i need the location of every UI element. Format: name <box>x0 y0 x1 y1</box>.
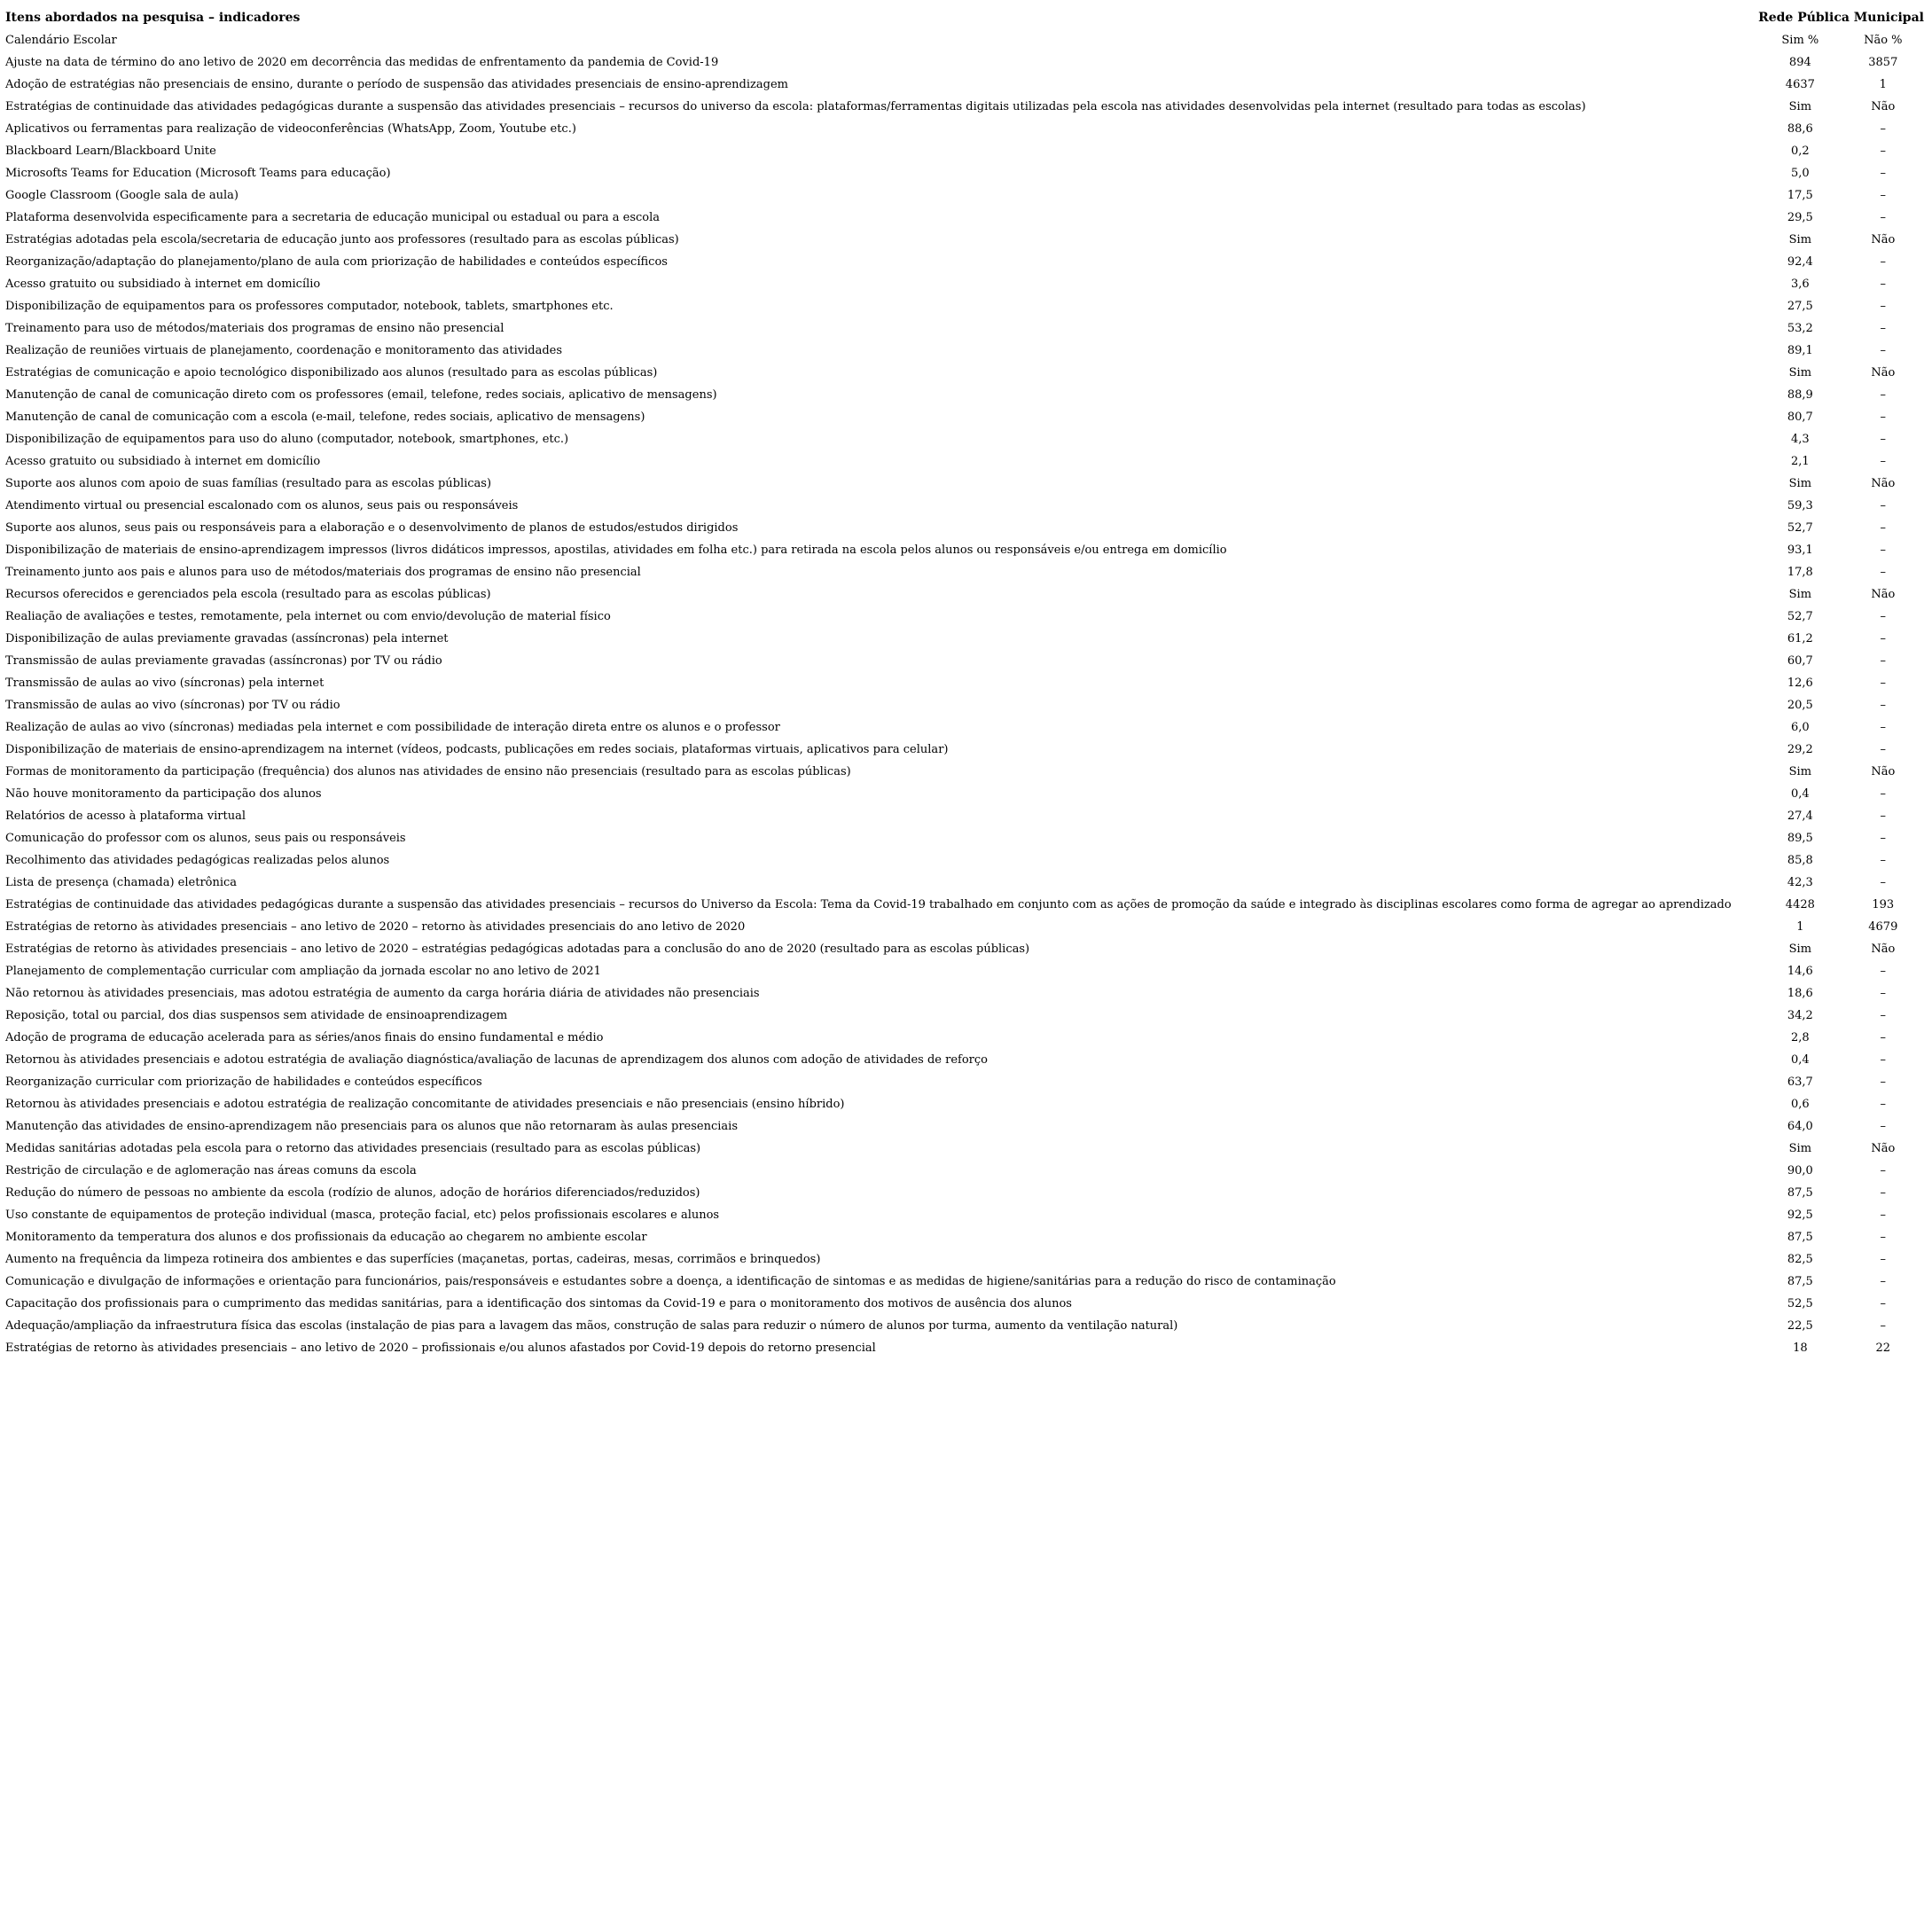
row-sim-value: 59,3 <box>1787 499 1813 512</box>
row-nao-value: – <box>1880 1120 1887 1133</box>
row-indicator-label: Formas de monitoramento da participação (frequência) dos alunos nas atividades de ensino não presenciais (resultado para as escolas públicas) <box>5 765 851 778</box>
row-sim-value: 0,4 <box>1791 1053 1810 1067</box>
row-indicator-label: Não retornou às atividades presenciais, mas adotou estratégia de aumento da carga horária diária de atividades não presenciais <box>5 987 760 1000</box>
row-nao-value: 193 <box>1872 898 1895 911</box>
row-nao-value: – <box>1880 721 1887 734</box>
row-sim-value: 92,4 <box>1787 255 1813 269</box>
row-nao-value: – <box>1880 854 1887 867</box>
table-row <box>5 1027 1924 1049</box>
row-indicator-label: Reorganização/adaptação do planejamento/plano de aula com priorização de habilidades e conteúdos específicos <box>5 255 668 269</box>
row-sim-value: 27,5 <box>1787 300 1813 313</box>
row-indicator-label: Reposição, total ou parcial, dos dias suspensos sem atividade de ensinoaprendizagem <box>5 1009 508 1022</box>
table-row <box>5 1248 1924 1271</box>
row-indicator-label: Estratégias adotadas pela escola/secretaria de educação junto aos professores (resultado para as escolas públicas) <box>5 233 679 246</box>
row-sim-value: 63,7 <box>1787 1076 1813 1089</box>
row-nao-value: – <box>1880 433 1887 446</box>
row-nao-value: Não <box>1871 943 1896 956</box>
row-nao-value: – <box>1880 1208 1887 1222</box>
table-header-row <box>5 7 1924 29</box>
table-row <box>5 251 1924 273</box>
row-sim-value: 5,0 <box>1791 167 1810 180</box>
table-row <box>5 849 1924 872</box>
row-sim-value: 82,5 <box>1787 1253 1813 1266</box>
row-sim-value: 52,7 <box>1787 610 1813 623</box>
table-row <box>5 229 1924 251</box>
row-sim-value: Sim <box>1788 100 1812 113</box>
table-row <box>5 827 1924 849</box>
row-indicator-label: Disponibilização de equipamentos para os professores computador, notebook, tablets, smartphones etc. <box>5 300 614 313</box>
row-sim-value: 0,2 <box>1791 145 1810 158</box>
row-indicator-label: Treinamento para uso de métodos/materiais dos programas de ensino não presencial <box>5 322 504 335</box>
row-indicator-label: Manutenção das atividades de ensino-aprendizagem não presenciais para os alunos que não retornaram às aulas presenciais <box>5 1120 739 1133</box>
row-indicator-label: Disponibilização de materiais de ensino-aprendizagem impressos (livros didáticos impressos, apostilas, atividades em folha etc.) para retirada na escola pelos alunos ou responsáveis e/ou entrega em domicílio <box>5 544 1227 557</box>
table-row <box>5 295 1924 317</box>
row-nao-value: – <box>1880 987 1887 1000</box>
row-sim-value: 89,5 <box>1787 832 1813 845</box>
row-nao-value: – <box>1880 654 1887 668</box>
row-nao-value: – <box>1880 411 1887 424</box>
row-sim-value: 22,5 <box>1787 1319 1813 1333</box>
row-nao-value: – <box>1880 699 1887 712</box>
row-indicator-label: Relatórios de acesso à plataforma virtual <box>5 810 246 823</box>
row-nao-value: – <box>1880 1186 1887 1200</box>
row-nao-value: 4679 <box>1868 920 1898 934</box>
table-row <box>5 1226 1924 1248</box>
row-nao-value: – <box>1880 876 1887 889</box>
row-indicator-label: Retornou às atividades presenciais e adotou estratégia de avaliação diagnóstica/avaliação de lacunas de aprendizagem dos alunos com adoção de atividades de reforço <box>5 1053 988 1067</box>
row-sim-value: 52,5 <box>1787 1297 1813 1310</box>
row-indicator-label: Adoção de programa de educação acelerada para as séries/anos finais do ensino fundamental e médio <box>5 1031 604 1044</box>
row-indicator-label: Reorganização curricular com priorização de habilidades e conteúdos específicos <box>5 1076 482 1089</box>
table-row <box>5 1005 1924 1027</box>
row-indicator-label: Transmissão de aulas ao vivo (síncronas) pela internet <box>5 677 325 690</box>
table-row <box>5 716 1924 739</box>
table-row <box>5 1160 1924 1182</box>
row-sim-value: 18,6 <box>1787 987 1813 1000</box>
table-row <box>5 561 1924 583</box>
row-indicator-label: Manutenção de canal de comunicação com a escola (e-mail, telefone, redes sociais, aplicativo de mensagens) <box>5 411 645 424</box>
row-nao-value: – <box>1880 499 1887 512</box>
table-row <box>5 650 1924 672</box>
row-sim-value: 53,2 <box>1787 322 1813 335</box>
indicators-table <box>5 7 1924 1359</box>
row-indicator-label: Suporte aos alunos, seus pais ou responsáveis para a elaboração e o desenvolvimento de planos de estudos/estudos dirigidos <box>5 521 739 535</box>
row-indicator-label: Estratégias de continuidade das atividades pedagógicas durante a suspensão das atividades presenciais – recursos do universo da escola: plataformas/ferramentas digitais utilizadas pela escola nas atividades desenvolvidas pela internet (resultado para todas as escolas) <box>5 100 1586 113</box>
row-sim-value: 29,2 <box>1787 743 1813 756</box>
table-row <box>5 428 1924 450</box>
row-nao-value: – <box>1880 1275 1887 1288</box>
row-indicator-label: Transmissão de aulas previamente gravadas (assíncronas) por TV ou rádio <box>5 654 442 668</box>
row-nao-value: – <box>1880 1253 1887 1266</box>
row-sim-value: 29,5 <box>1787 211 1813 224</box>
table-row <box>5 960 1924 982</box>
row-sim-value: 60,7 <box>1787 654 1813 668</box>
table-row <box>5 894 1924 916</box>
row-indicator-label: Restrição de circulação e de aglomeração nas áreas comuns da escola <box>5 1164 417 1177</box>
table-row <box>5 207 1924 229</box>
table-row <box>5 805 1924 827</box>
table-body <box>5 29 1924 1359</box>
table-row <box>5 606 1924 628</box>
row-sim-value: 4637 <box>1785 78 1815 91</box>
row-indicator-label: Capacitação dos profissionais para o cumprimento das medidas sanitárias, para a identificação dos sintomas da Covid-19 e para o monitoramento dos motivos de ausência dos alunos <box>5 1297 1072 1310</box>
table-row <box>5 982 1924 1005</box>
table-row <box>5 1071 1924 1093</box>
row-nao-value: – <box>1880 1031 1887 1044</box>
table-row <box>5 74 1924 96</box>
table-row <box>5 162 1924 184</box>
row-sim-value: 64,0 <box>1787 1120 1813 1133</box>
table-row <box>5 872 1924 894</box>
row-nao-value: Não % <box>1864 34 1903 47</box>
row-indicator-label: Google Classroom (Google sala de aula) <box>5 189 239 202</box>
row-nao-value: – <box>1880 344 1887 357</box>
row-sim-value: 89,1 <box>1787 344 1813 357</box>
row-nao-value: – <box>1880 167 1887 180</box>
row-indicator-label: Comunicação do professor com os alunos, seus pais ou responsáveis <box>5 832 406 845</box>
row-indicator-label: Estratégias de retorno às atividades presenciais – ano letivo de 2020 – retorno às atividades presenciais do ano letivo de 2020 <box>5 920 746 934</box>
table-row <box>5 1138 1924 1160</box>
row-indicator-label: Estratégias de retorno às atividades presenciais – ano letivo de 2020 – profissionais e/ou alunos afastados por Covid-19 depois do retorno presencial <box>5 1341 876 1355</box>
row-sim-value: 4428 <box>1785 898 1815 911</box>
row-sim-value: 87,5 <box>1787 1231 1813 1244</box>
table-row <box>5 406 1924 428</box>
row-indicator-label: Não houve monitoramento da participação dos alunos <box>5 787 322 801</box>
table-row <box>5 1049 1924 1071</box>
row-sim-value: 87,5 <box>1787 1275 1813 1288</box>
row-indicator-label: Recolhimento das atividades pedagógicas realizadas pelos alunos <box>5 854 390 867</box>
row-nao-value: Não <box>1871 477 1896 490</box>
row-indicator-label: Realiação de avaliações e testes, remotamente, pela internet ou com envio/devolução de material físico <box>5 610 611 623</box>
row-nao-value: – <box>1880 211 1887 224</box>
table-row <box>5 473 1924 495</box>
row-sim-value: Sim <box>1788 233 1812 246</box>
row-sim-value: 27,4 <box>1787 810 1813 823</box>
row-sim-value: 88,6 <box>1787 122 1813 136</box>
row-indicator-label: Aumento na frequência da limpeza rotineira dos ambientes e das superfícies (maçanetas, portas, cadeiras, mesas, corrimãos e brinquedos) <box>5 1253 821 1266</box>
table-row <box>5 517 1924 539</box>
row-indicator-label: Uso constante de equipamentos de proteção individual (masca, proteção facial, etc) pelos profissionais escolares e alunos <box>5 1208 720 1222</box>
row-sim-value: 1 <box>1796 920 1804 934</box>
table-row <box>5 694 1924 716</box>
row-nao-value: – <box>1880 1098 1887 1111</box>
row-nao-value: – <box>1880 145 1887 158</box>
row-nao-value: – <box>1880 810 1887 823</box>
table-row <box>5 317 1924 340</box>
row-indicator-label: Aplicativos ou ferramentas para realização de videoconferências (WhatsApp, Zoom, Youtube etc.) <box>5 122 576 136</box>
row-indicator-label: Ajuste na data de término do ano letivo de 2020 em decorrência das medidas de enfrentamento da pandemia de Covid-19 <box>5 56 719 69</box>
row-sim-value: 3,6 <box>1791 278 1810 291</box>
row-nao-value: – <box>1880 743 1887 756</box>
row-sim-value: 2,8 <box>1791 1031 1810 1044</box>
row-indicator-label: Transmissão de aulas ao vivo (síncronas) por TV ou rádio <box>5 699 340 712</box>
row-indicator-label: Redução do número de pessoas no ambiente da escola (rodízio de alunos, adoção de horários diferenciados/reduzidos) <box>5 1186 700 1200</box>
table-row <box>5 362 1924 384</box>
row-sim-value: 20,5 <box>1787 699 1813 712</box>
row-indicator-label: Calendário Escolar <box>5 34 117 47</box>
table-row <box>5 1182 1924 1204</box>
table-row <box>5 273 1924 295</box>
row-sim-value: 17,5 <box>1787 189 1813 202</box>
table-row <box>5 118 1924 140</box>
row-nao-value: – <box>1880 1076 1887 1089</box>
row-nao-value: – <box>1880 300 1887 313</box>
row-indicator-label: Realização de reuniões virtuais de planejamento, coordenação e monitoramento das atividades <box>5 344 563 357</box>
row-nao-value: – <box>1880 322 1887 335</box>
row-sim-value: Sim % <box>1781 34 1819 47</box>
row-nao-value: Não <box>1871 366 1896 379</box>
row-nao-value: – <box>1880 832 1887 845</box>
row-sim-value: 17,8 <box>1787 566 1813 579</box>
row-nao-value: Não <box>1871 588 1896 601</box>
row-sim-value: 18 <box>1793 1341 1808 1355</box>
table-row <box>5 539 1924 561</box>
row-sim-value: Sim <box>1788 477 1812 490</box>
rede-publica-municipal-header: Rede Pública Municipal <box>1758 11 1924 25</box>
row-indicator-label: Treinamento junto aos pais e alunos para uso de métodos/materiais dos programas de ensino não presencial <box>5 566 641 579</box>
table-row <box>5 51 1924 74</box>
table-row <box>5 916 1924 938</box>
table-row <box>5 450 1924 473</box>
table-row <box>5 938 1924 960</box>
row-sim-value: 92,5 <box>1787 1208 1813 1222</box>
row-nao-value: Não <box>1871 765 1896 778</box>
row-indicator-label: Adequação/ampliação da infraestrutura física das escolas (instalação de pias para a lavagem das mãos, construção de salas para reduzir o número de alunos por turma, aumento da ventilação natural) <box>5 1319 1178 1333</box>
row-indicator-label: Plataforma desenvolvida especificamente para a secretaria de educação municipal ou estadual ou para a escola <box>5 211 661 224</box>
row-sim-value: Sim <box>1788 943 1812 956</box>
row-sim-value: 90,0 <box>1787 1164 1813 1177</box>
row-nao-value: – <box>1880 521 1887 535</box>
row-indicator-label: Manutenção de canal de comunicação direto com os professores (email, telefone, redes sociais, aplicativo de mensagens) <box>5 388 717 402</box>
row-nao-value: – <box>1880 388 1887 402</box>
table-row <box>5 1271 1924 1293</box>
row-sim-value: 93,1 <box>1787 544 1813 557</box>
row-indicator-label: Microsofts Teams for Education (Microsoft Teams para educação) <box>5 167 391 180</box>
row-indicator-label: Adoção de estratégias não presenciais de ensino, durante o período de suspensão das atividades presenciais de ensino-aprendizagem <box>5 78 788 91</box>
row-sim-value: 0,4 <box>1791 787 1810 801</box>
table-row <box>5 783 1924 805</box>
row-indicator-label: Recursos oferecidos e gerenciados pela escola (resultado para as escolas públicas) <box>5 588 491 601</box>
table-row <box>5 1204 1924 1226</box>
row-nao-value: – <box>1880 1231 1887 1244</box>
table-row <box>5 1337 1924 1359</box>
row-indicator-label: Comunicação e divulgação de informações e orientação para funcionários, pais/responsáveis e estudantes sobre a doença, a identificação de sintomas e as medidas de higiene/sanitárias para a redução do risco de contaminação <box>5 1275 1336 1288</box>
table-row <box>5 1315 1924 1337</box>
table-row <box>5 672 1924 694</box>
table-row <box>5 761 1924 783</box>
row-indicator-label: Blackboard Learn/Blackboard Unite <box>5 145 216 158</box>
table-row <box>5 184 1924 207</box>
row-indicator-label: Estratégias de retorno às atividades presenciais – ano letivo de 2020 – estratégias pedagógicas adotadas para a conclusão do ano de 2020 (resultado para as escolas públicas) <box>5 943 1030 956</box>
row-indicator-label: Atendimento virtual ou presencial escalonado com os alunos, seus pais ou responsáveis <box>5 499 519 512</box>
row-sim-value: Sim <box>1788 588 1812 601</box>
row-nao-value: Não <box>1871 100 1896 113</box>
row-sim-value: 80,7 <box>1787 411 1813 424</box>
row-sim-value: Sim <box>1788 765 1812 778</box>
row-sim-value: 61,2 <box>1787 632 1813 645</box>
table-row <box>5 628 1924 650</box>
row-sim-value: 2,1 <box>1791 455 1810 468</box>
row-nao-value: – <box>1880 255 1887 269</box>
row-nao-value: – <box>1880 455 1887 468</box>
table-row <box>5 1115 1924 1138</box>
row-indicator-label: Planejamento de complementação curricular com ampliação da jornada escolar no ano letivo de 2021 <box>5 965 601 978</box>
table-row <box>5 1093 1924 1115</box>
items-column-header: Itens abordados na pesquisa – indicadores <box>5 11 301 25</box>
row-nao-value: – <box>1880 544 1887 557</box>
row-nao-value: – <box>1880 1009 1887 1022</box>
row-nao-value: – <box>1880 122 1887 136</box>
row-indicator-label: Disponibilização de aulas previamente gravadas (assíncronas) pela internet <box>5 632 449 645</box>
table-row <box>5 583 1924 606</box>
row-nao-value: – <box>1880 1297 1887 1310</box>
row-indicator-label: Acesso gratuito ou subsidiado à internet em domicílio <box>5 455 321 468</box>
row-indicator-label: Estratégias de continuidade das atividades pedagógicas durante a suspensão das atividades presenciais – recursos do Universo da Escola: Tema da Covid-19 trabalhado em conjunto com as ações de promoção da saúde e integrado às disciplinas escolares como forma de agregar ao aprendizado <box>5 898 1732 911</box>
row-sim-value: 34,2 <box>1787 1009 1813 1022</box>
row-nao-value: – <box>1880 632 1887 645</box>
row-nao-value: – <box>1880 965 1887 978</box>
row-sim-value: 52,7 <box>1787 521 1813 535</box>
row-sim-value: 12,6 <box>1787 677 1813 690</box>
row-indicator-label: Disponibilização de materiais de ensino-aprendizagem na internet (vídeos, podcasts, publicações em redes sociais, plataformas virtuais, aplicativos para celular) <box>5 743 949 756</box>
table-row <box>5 140 1924 162</box>
row-sim-value: 88,9 <box>1787 388 1813 402</box>
row-indicator-label: Suporte aos alunos com apoio de suas famílias (resultado para as escolas públicas) <box>5 477 492 490</box>
row-sim-value: 42,3 <box>1787 876 1813 889</box>
row-nao-value: Não <box>1871 1142 1896 1155</box>
row-sim-value: 14,6 <box>1787 965 1813 978</box>
row-sim-value: 894 <box>1788 56 1811 69</box>
row-nao-value: 3857 <box>1868 56 1898 69</box>
row-nao-value: – <box>1880 787 1887 801</box>
table-row <box>5 495 1924 517</box>
row-nao-value: – <box>1880 677 1887 690</box>
table-row <box>5 340 1924 362</box>
row-nao-value: 22 <box>1875 1341 1891 1355</box>
row-indicator-label: Estratégias de comunicação e apoio tecnológico disponibilizado aos alunos (resultado para as escolas públicas) <box>5 366 658 379</box>
table-row <box>5 96 1924 118</box>
row-indicator-label: Medidas sanitárias adotadas pela escola para o retorno das atividades presenciais (resultado para as escolas públicas) <box>5 1142 701 1155</box>
row-sim-value: 87,5 <box>1787 1186 1813 1200</box>
row-nao-value: – <box>1880 1319 1887 1333</box>
row-indicator-label: Retornou às atividades presenciais e adotou estratégia de realização concomitante de atividades presenciais e não presenciais (ensino híbrido) <box>5 1098 845 1111</box>
row-nao-value: 1 <box>1879 78 1887 91</box>
row-sim-value: 85,8 <box>1787 854 1813 867</box>
row-nao-value: – <box>1880 1164 1887 1177</box>
table-row <box>5 29 1924 51</box>
row-indicator-label: Acesso gratuito ou subsidiado à internet em domicílio <box>5 278 321 291</box>
row-sim-value: Sim <box>1788 1142 1812 1155</box>
row-indicator-label: Realização de aulas ao vivo (síncronas) mediadas pela internet e com possibilidade de interação direta entre os alunos e o professor <box>5 721 780 734</box>
row-nao-value: – <box>1880 278 1887 291</box>
row-sim-value: 6,0 <box>1791 721 1810 734</box>
table-row <box>5 739 1924 761</box>
row-nao-value: – <box>1880 1053 1887 1067</box>
row-indicator-label: Disponibilização de equipamentos para uso do aluno (computador, notebook, smartphones, etc.) <box>5 433 569 446</box>
row-indicator-label: Monitoramento da temperatura dos alunos e dos profissionais da educação ao chegarem no ambiente escolar <box>5 1231 647 1244</box>
row-sim-value: 4,3 <box>1791 433 1810 446</box>
table-row <box>5 1293 1924 1315</box>
row-nao-value: Não <box>1871 233 1896 246</box>
row-sim-value: Sim <box>1788 366 1812 379</box>
row-sim-value: 0,6 <box>1791 1098 1810 1111</box>
row-nao-value: – <box>1880 566 1887 579</box>
row-nao-value: – <box>1880 610 1887 623</box>
row-indicator-label: Lista de presença (chamada) eletrônica <box>5 876 238 889</box>
table-row <box>5 384 1924 406</box>
row-nao-value: – <box>1880 189 1887 202</box>
